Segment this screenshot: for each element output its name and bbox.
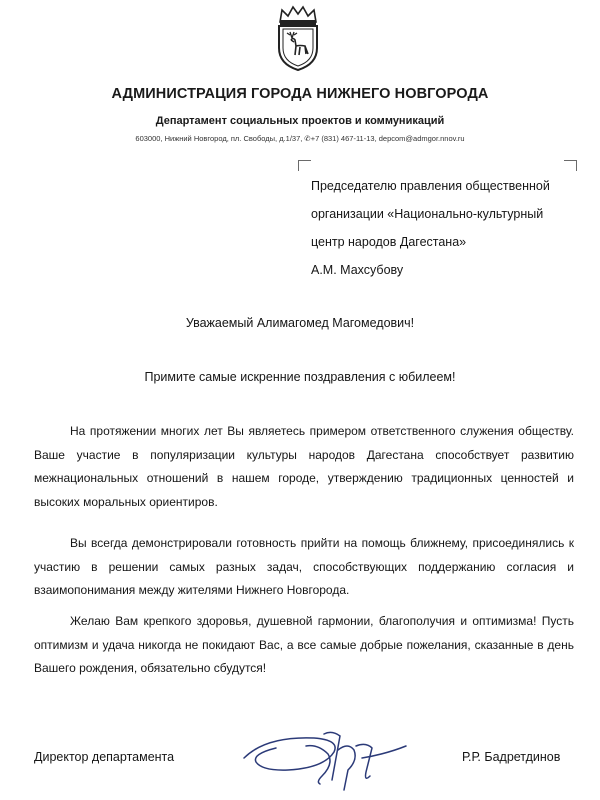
contact-line: 603000, Нижний Новгород, пл. Свободы, д.1/37, ✆+7 (831) 467-11-13, depcom@admgor.nnov.ru xyxy=(135,134,465,143)
department-title: Департамент социальных проектов и коммуникаций xyxy=(155,115,445,127)
greeting: Уважаемый Алимагомед Магомедович! xyxy=(185,316,415,330)
body-paragraph: Вы всегда демонстрировали готовность прийти на помощь ближнему, присоединялись к участию в решении самых разных задач, способствующих поддержанию согласия и взаимопонимания между жителями Нижнего Новгорода. xyxy=(34,536,574,597)
body-paragraph: Желаю Вам крепкого здоровья, душевной гармонии, благополучия и оптимизма! Пусть оптимизм и удача никогда не покидают Вас, а все самые добрые пожелания, сказанные в день Вашего рождения, обязательно сбудутся! xyxy=(34,614,574,675)
signatory-title: Директор департамента xyxy=(34,750,175,764)
congratulation-line: Примите самые искренние поздравления с юбилеем! xyxy=(144,370,456,384)
addressee-line: Председателю правления общественной xyxy=(311,179,550,193)
city-emblem-icon xyxy=(270,4,326,72)
address-corner-right xyxy=(564,160,577,171)
addressee-line: центр народов Дагестана» xyxy=(311,235,467,249)
handwritten-signature-icon xyxy=(236,724,436,794)
organization-title: АДМИНИСТРАЦИЯ ГОРОДА НИЖНЕГО НОВГОРОДА xyxy=(111,86,489,102)
addressee-line: А.М. Махсубову xyxy=(311,263,404,277)
signatory-name: Р.Р. Бадретдинов xyxy=(462,750,561,764)
addressee-line: организации «Национально-культурный xyxy=(311,207,544,221)
address-corner-left xyxy=(298,160,311,171)
body-paragraph: На протяжении многих лет Вы являетесь примером ответственного служения обществу. Ваше участие в популяризации культуры народов Дагестана способствует развитию межнациональных отношений в нашем городе, утверждению традиционных ценностей и высоких моральных ориентиров. xyxy=(34,424,574,509)
